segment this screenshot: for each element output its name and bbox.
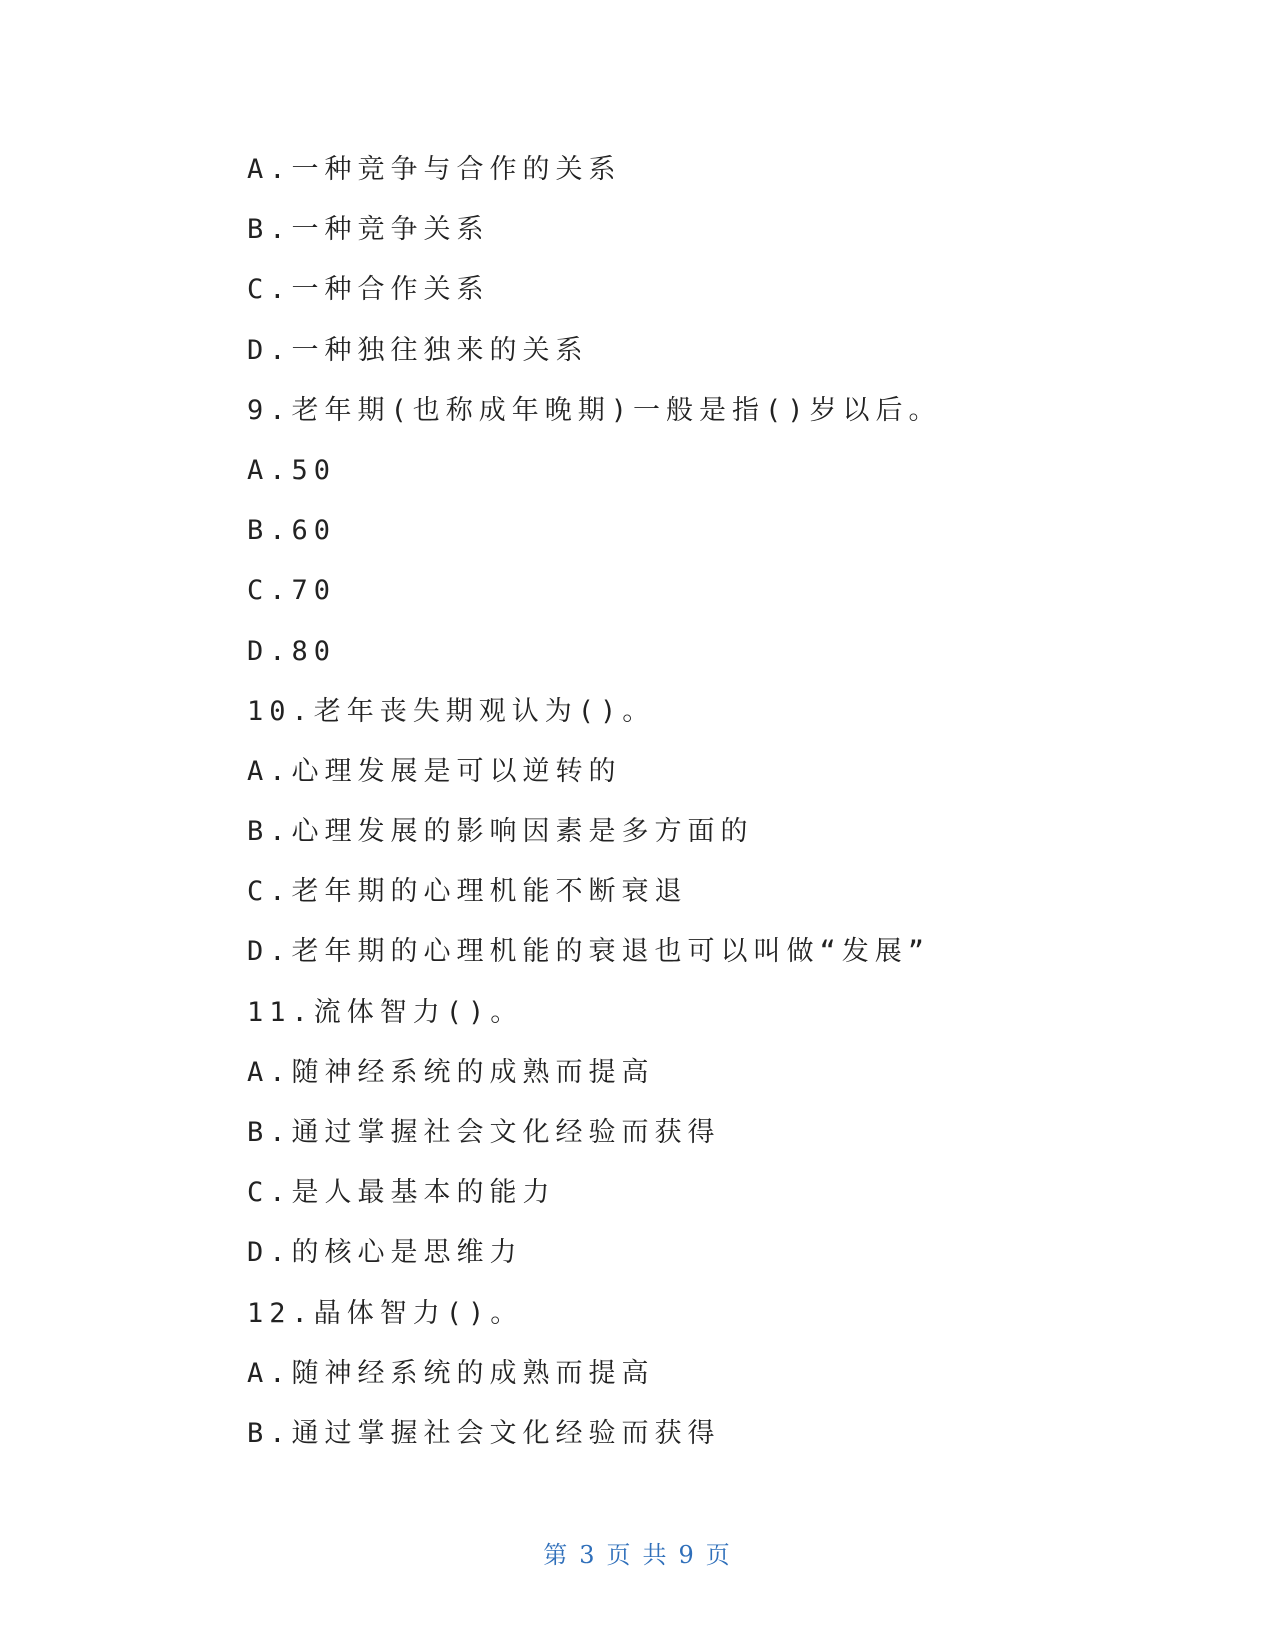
option-line: C.一种合作关系 — [247, 274, 490, 306]
option-line: C.70 — [247, 575, 337, 607]
option-line: A.心理发展是可以逆转的 — [247, 755, 622, 787]
footer-page-word: 页 — [606, 1541, 633, 1569]
page-content — [247, 140, 1147, 1464]
question-line: 11.流体智力()。 — [247, 996, 524, 1028]
total-pages-number: 9 — [678, 1541, 696, 1569]
footer-prefix: 第 — [543, 1541, 570, 1569]
option-line: A.随神经系统的成熟而提高 — [247, 1357, 655, 1389]
footer-total-word: 共 — [642, 1541, 669, 1569]
question-line: 9.老年期(也称成年晚期)一般是指()岁以后。 — [247, 394, 942, 426]
footer-suffix: 页 — [705, 1541, 732, 1569]
question-line: 12.晶体智力()。 — [247, 1297, 524, 1329]
option-line: A.一种竞争与合作的关系 — [247, 154, 622, 185]
option-line: B.60 — [247, 515, 337, 547]
option-line: B.心理发展的影响因素是多方面的 — [247, 816, 754, 848]
question-line: 10.老年丧失期观认为()。 — [247, 695, 656, 727]
option-line: B.通过掌握社会文化经验而获得 — [247, 1417, 721, 1449]
option-line: C.是人最基本的能力 — [247, 1177, 556, 1209]
option-line: B.一种竞争关系 — [247, 214, 490, 246]
option-line: D.老年期的心理机能的衰退也可以叫做“发展” — [247, 936, 931, 968]
option-line: A.随神经系统的成熟而提高 — [247, 1056, 655, 1088]
option-line: D.的核心是思维力 — [247, 1237, 523, 1269]
option-line: D.一种独往独来的关系 — [247, 334, 589, 366]
current-page-number: 3 — [579, 1541, 597, 1569]
option-line: D.80 — [247, 635, 337, 667]
option-line: A.50 — [247, 454, 337, 486]
page-footer — [0, 1535, 1275, 1570]
option-line: B.通过掌握社会文化经验而获得 — [247, 1117, 721, 1148]
option-line: C.老年期的心理机能不断衰退 — [247, 876, 688, 908]
